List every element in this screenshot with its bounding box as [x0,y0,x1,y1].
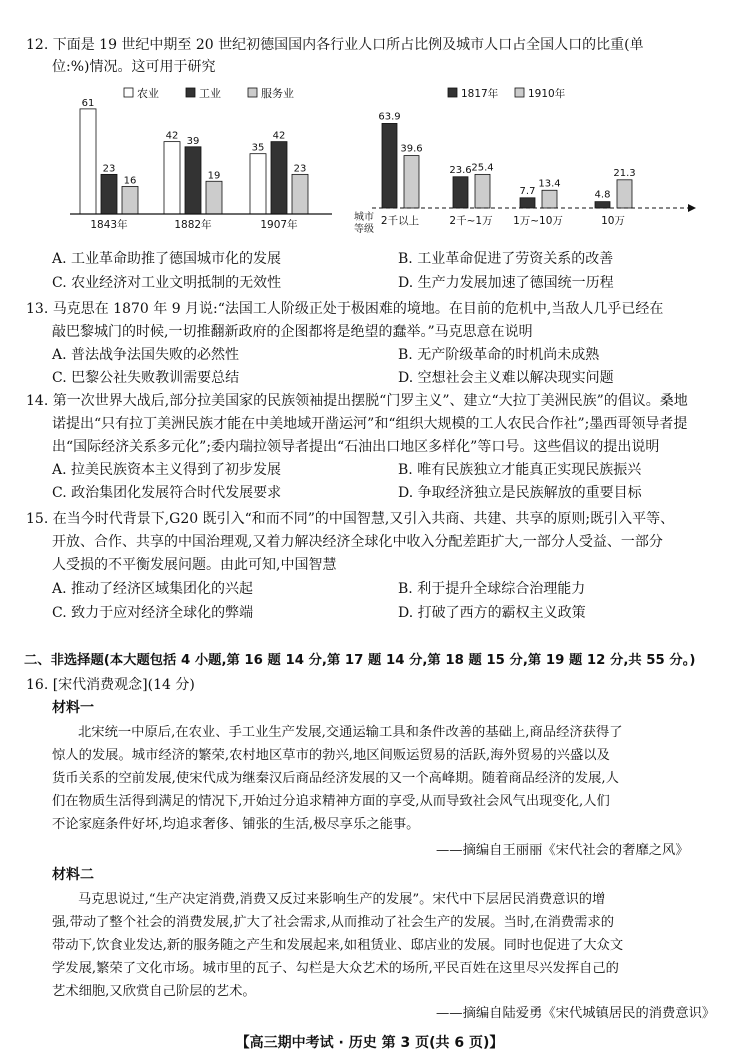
section2-heading: 二、非选择题(本大题包括 4 小题,第 16 题 14 分,第 17 题 14 分,第 18 题 15 分,第 19 题 12 分,共 55 分。) [24,653,696,668]
q14-option-d[interactable]: D. 争取经济独立是民族解放的重要目标 [398,485,642,501]
bar-0-1 [101,174,117,214]
legend2-swatch-0 [448,88,457,97]
chart-urban-population [350,80,700,240]
bar-label-0-1: 23 [102,163,116,175]
q15-option-c[interactable]: C. 致力于应对经济全球化的弊端 [52,605,254,621]
q13-option-d[interactable]: D. 空想社会主义难以解决现实问题 [398,370,614,386]
bar2-label-2-0: 7.7 [519,185,536,197]
q16-material2-source: ——摘编自陆爱勇《宋代城镇居民的消费意识》 [436,1006,716,1021]
q14-stem-line1: 14. 第一次世界大战后,部分拉美国家的民族领袖提出摆脱“门罗主义”、建立“大拉丁美洲民族”的倡议。桑地 [26,393,688,409]
bar-label-1-2: 19 [207,170,221,182]
bar-0-0 [80,109,96,214]
bar2-0-1 [404,156,419,208]
m1-lines-line: 货币关系的空前发展,使宋代成为继秦汉后商品经济发展的又一个高峰期。随着商品经济的发展,人 [52,771,619,786]
page-footer: 【高三期中考试 · 历史 第 3 页(共 6 页)】 [235,1035,504,1051]
bar-1-2 [206,181,222,214]
tick2-label-3: 10万 [601,215,625,227]
chart-industry-population [60,80,340,235]
bar2-label-0-1: 39.6 [400,143,423,155]
q13-option-c[interactable]: C. 巴黎公社失败教训需要总结 [52,370,240,386]
q16-title: 16. [宋代消费观念](14 分) [26,677,195,693]
bar2-2-0 [520,198,535,208]
bar2-label-1-0: 23.6 [449,164,472,176]
bar2-label-2-1: 13.4 [538,178,561,190]
q15-option-d[interactable]: D. 打破了西方的霸权主义政策 [398,605,586,621]
bar-2-1 [271,142,287,214]
q12-option-a[interactable]: A. 工业革命助推了德国城市化的发展 [52,251,282,267]
tick2-label-0: 2千以上 [380,215,420,227]
q14-stem-line2: 诺提出“只有拉丁美洲民族才能在中美地域开凿运河”和“组织大规模的工人农民合作社”;墨西哥领导者提 [52,416,688,432]
bar-label-0-0: 61 [81,97,95,109]
q12-option-b[interactable]: B. 工业革命促进了劳资关系的改善 [398,251,614,267]
m1-lines-line: 不论家庭条件好坏,均追求奢侈、铺张的生活,极尽享乐之能事。 [52,817,420,832]
tick2-label-1: 2千~1万 [449,215,493,227]
legend-swatch-0 [124,88,133,97]
m2-lines-line: 艺术细胞,又欣赏自己阶层的艺术。 [52,984,256,999]
m2-lines-line: 强,带动了整个社会的消费发展,扩大了社会需求,从而推动了社会生产的发展。当时,在消费需求的 [52,915,615,930]
bar-1-0 [164,142,180,214]
q12-option-d[interactable]: D. 生产力发展加速了德国统一历程 [398,275,614,291]
bar2-label-3-1: 21.3 [613,167,636,179]
legend2-swatch-1 [515,88,524,97]
m2-lines-line: 带动下,饮食业发达,新的服务随之产生和发展起来,如租赁业、邸店业的发展。同时也促进了大众文 [52,938,624,953]
legend2-label-0: 1817年 [461,88,499,100]
legend-label-0: 农业 [137,87,159,100]
q12-stem-line1: 12. 下面是 19 世纪中期至 20 世纪初德国国内各行业人口所占比例及城市人口占全国人口的比重(单 [26,37,644,53]
legend-swatch-1 [186,88,195,97]
q14-option-c[interactable]: C. 政治集团化发展符合时代发展要求 [52,485,282,501]
q16-material1-source: ——摘编自王丽丽《宋代社会的奢靡之风》 [436,843,689,858]
tick2-label-2: 1万~10万 [513,215,563,227]
q13-option-a[interactable]: A. 普法战争法国失败的必然性 [52,347,240,363]
q16-material1-label: 材料一 [52,700,94,716]
bar-2-0 [250,154,266,214]
q12-option-c[interactable]: C. 农业经济对工业文明抵制的无效性 [52,275,282,291]
bar2-label-1-1: 25.4 [471,162,494,174]
m2-lines-line: 马克思说过,“生产决定消费,消费又反过来影响生产的发展”。宋代中下层居民消费意识的增 [78,892,606,907]
bar2-3-0 [595,202,610,208]
bar2-1-0 [453,177,468,208]
bar-0-2 [122,186,138,214]
tick-label-2: 1907年 [260,219,298,231]
bar2-3-1 [617,180,632,208]
q15-stem-line2: 开放、合作、共享的中国治理观,又着力解决经济全球化中收入分配差距扩大,一部分人受益、一部分 [52,534,663,550]
bar2-0-0 [382,123,397,208]
bar-label-0-2: 16 [123,175,137,187]
legend-label-2: 服务业 [261,87,294,100]
q15-stem-line1: 15. 在当今时代背景下,G20 既引入“和而不同”的中国智慧,又引入共商、共建、共享的原则;既引入平等、 [26,511,675,527]
m1-lines-line: 们在物质生活得到满足的情况下,开始过分追求精神方面的享受,从而导致社会风气出现变化,人们 [52,794,610,809]
bar-label-2-2: 23 [293,163,307,175]
bar2-label-3-0: 4.8 [594,189,611,201]
bar2-1-1 [475,174,490,208]
m1-lines-line: 北宋统一中原后,在农业、手工业生产发展,交通运输工具和条件改善的基础上,商品经济获得了 [78,725,623,740]
bar-label-2-0: 35 [251,142,265,154]
bar-label-1-1: 39 [186,135,200,147]
q14-option-b[interactable]: B. 唯有民族独立才能真正实现民族振兴 [398,462,642,478]
m2-lines-line: 学发展,繁荣了文化市场。城市里的瓦子、勾栏是大众艺术的场所,平民百姓在这里尽兴发挥自己的 [52,961,619,976]
legend2-label-1: 1910年 [528,88,566,100]
q14-stem-line3: 出“国际经济关系多元化”;委内瑞拉领导者提出“石油出口地区多样化”等口号。这些倡议的提出说明 [52,439,660,455]
bar-label-1-0: 42 [165,130,179,142]
legend-label-1: 工业 [199,87,221,100]
tick-label-0: 1843年 [90,219,128,231]
q13-stem-line1: 13. 马克思在 1870 年 9 月说:“法国工人阶级正处于极困难的境地。在目前的危机中,当敌人几乎已经在 [26,301,664,317]
q15-option-b[interactable]: B. 利于提升全球综合治理能力 [398,581,586,597]
bar2-label-0-0: 63.9 [378,111,401,123]
bar-2-2 [292,174,308,214]
q15-stem-line3: 人受损的不平衡发展问题。由此可知,中国智慧 [52,557,337,573]
chart2-axis-arrow [688,204,696,212]
m1-lines-line: 惊人的发展。城市经济的繁荣,农村地区草市的勃兴,地区间贩运贸易的活跃,海外贸易的兴盛以及 [52,748,610,763]
bar2-2-1 [542,190,557,208]
q13-stem-line2: 敲巴黎城门的时候,一切推翻新政府的企图都将是绝望的蠢举。”马克思意在说明 [52,324,533,340]
q15-option-a[interactable]: A. 推动了经济区域集团化的兴起 [52,581,254,597]
bar-1-1 [185,147,201,214]
q12-stem-line2: 位:%)情况。这可用于研究 [52,59,216,75]
legend-swatch-2 [248,88,257,97]
q13-option-b[interactable]: B. 无产阶级革命的时机尚未成熟 [398,347,600,363]
tick-label-1: 1882年 [174,219,212,231]
bar-label-2-1: 42 [272,130,286,142]
q16-material2-label: 材料二 [52,867,94,883]
chart2-axis-title-line1: 城市 [354,212,374,223]
chart2-axis-title-line2: 等级 [354,224,374,235]
q14-option-a[interactable]: A. 拉美民族资本主义得到了初步发展 [52,462,282,478]
